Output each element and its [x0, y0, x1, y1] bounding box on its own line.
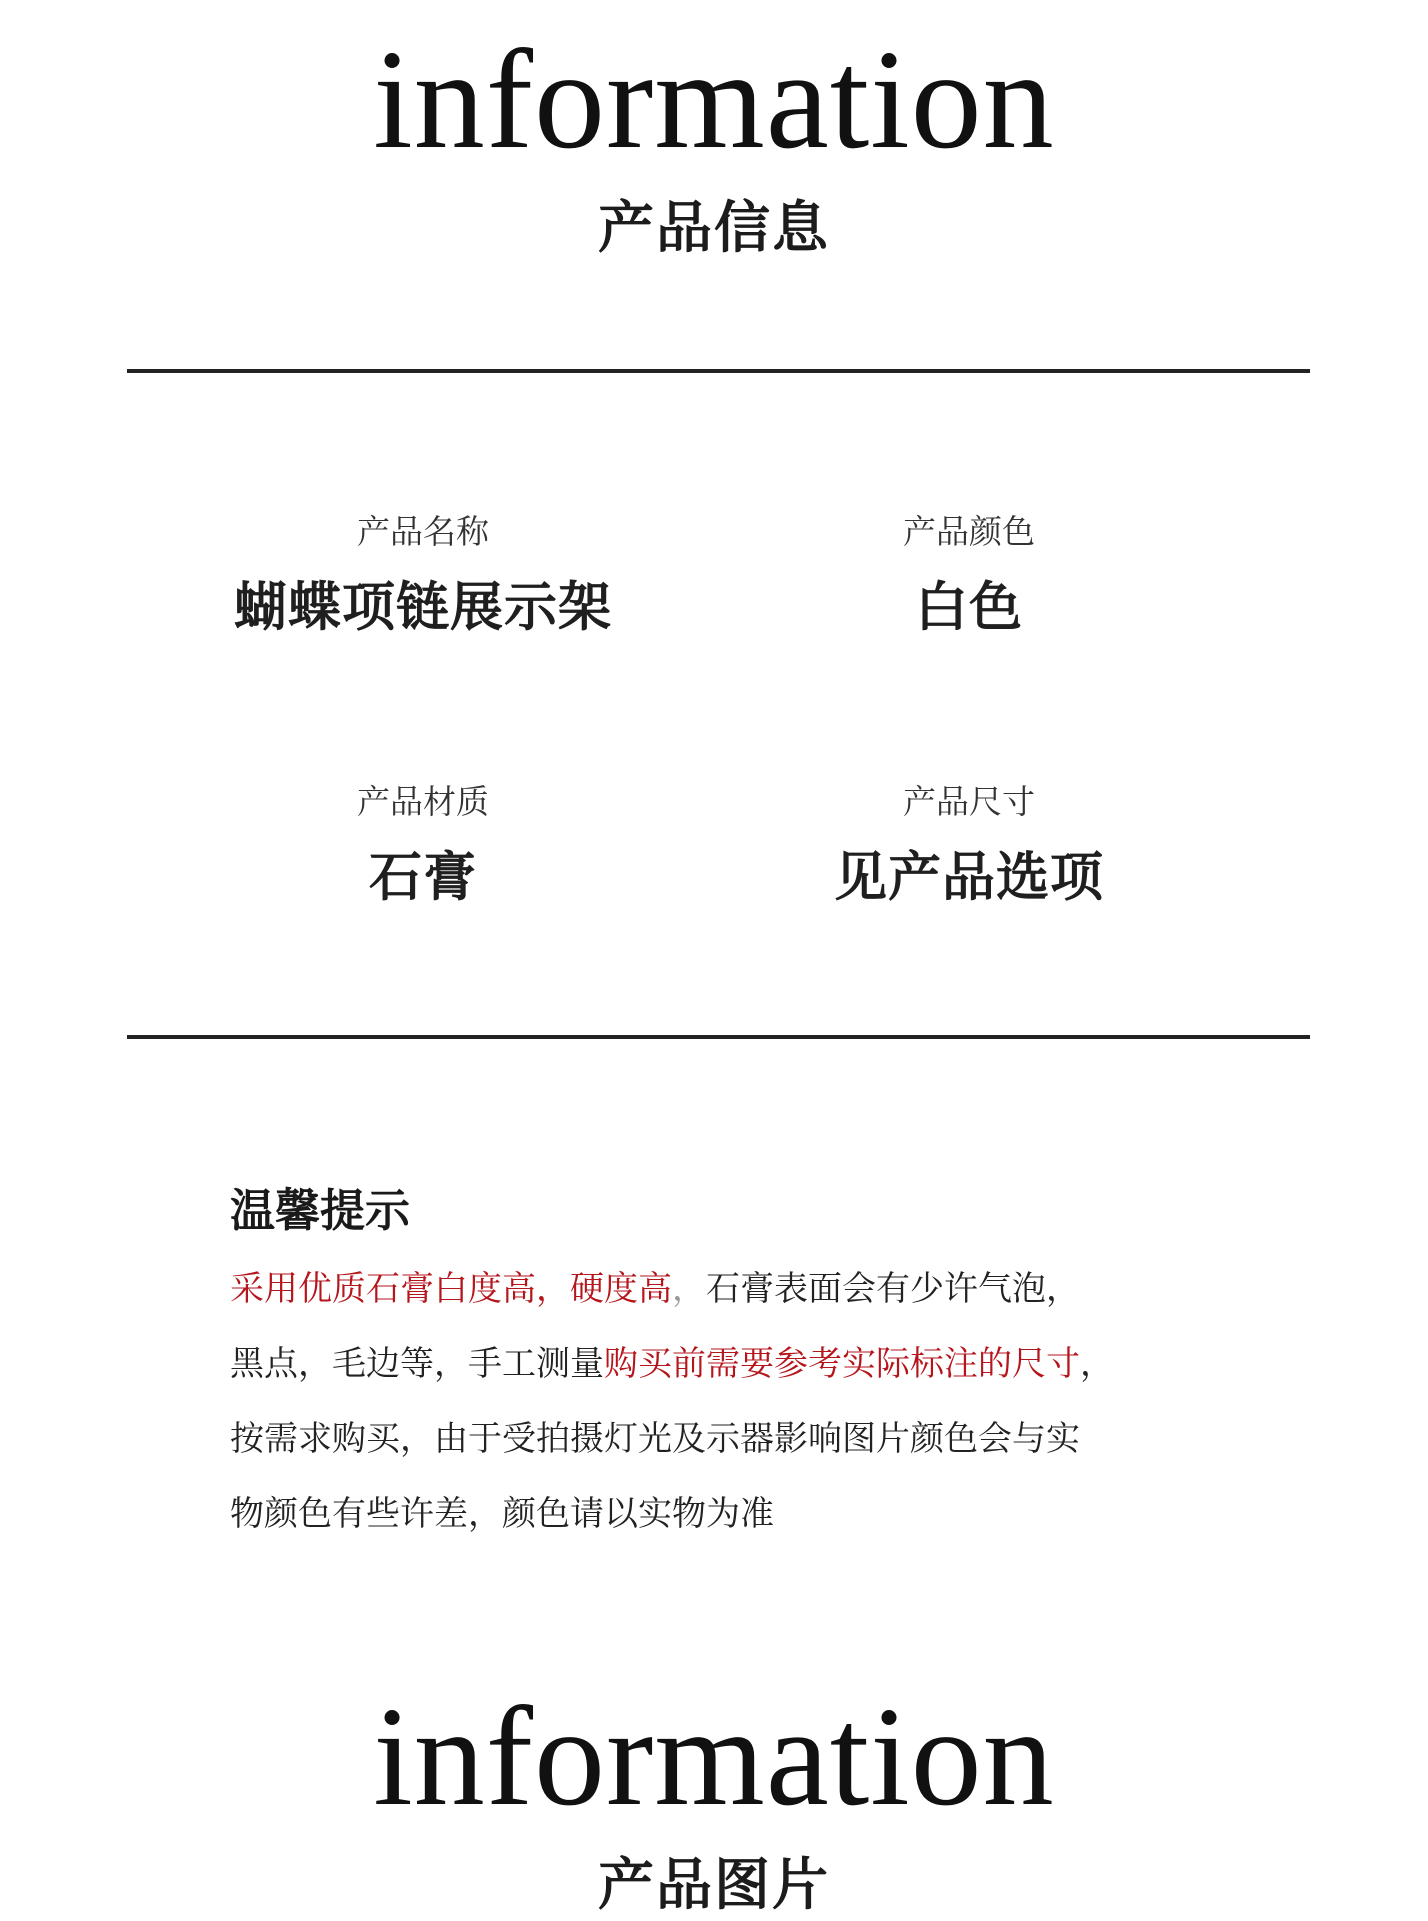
product-info-title: 产品信息	[598, 196, 830, 261]
product-color-value: 白色	[915, 576, 1023, 638]
product-material-label: 产品材质	[357, 782, 489, 821]
images-header	[0, 1677, 1428, 1921]
notice-block	[230, 1184, 1230, 1552]
product-name-label: 产品名称	[357, 512, 489, 551]
notice-highlight-quality: 采用优质石膏白度高，硬度高	[230, 1269, 672, 1309]
notice-comma: ，	[672, 1269, 706, 1309]
notice-body	[230, 1252, 1230, 1552]
notice-line-1	[230, 1252, 1230, 1327]
product-color-label: 产品颜色	[903, 512, 1035, 551]
product-name-value: 蝴蝶项链展示架	[234, 576, 612, 638]
information-heading: information	[373, 20, 1055, 178]
notice-highlight-size: 购买前需要参考实际标注的尺寸	[604, 1344, 1080, 1384]
product-material-value: 石膏	[369, 846, 477, 908]
top-divider	[127, 369, 1310, 373]
info-header	[0, 20, 1428, 264]
product-images-title: 产品图片	[598, 1853, 830, 1918]
product-size-value: 见产品选项	[834, 846, 1104, 908]
information-heading-2: information	[373, 1677, 1055, 1835]
bottom-divider	[127, 1035, 1310, 1039]
notice-line-2-start: 黑点，毛边等，手工测量	[230, 1344, 604, 1384]
notice-line-2-end: ，	[1080, 1344, 1114, 1384]
notice-line-4: 物颜色有些许差，颜色请以实物为准	[230, 1494, 774, 1534]
product-material-cell	[143, 782, 703, 909]
notice-line-2	[230, 1327, 1230, 1402]
notice-title: 温馨提示	[230, 1184, 411, 1237]
product-name-cell	[143, 512, 703, 639]
product-size-cell	[689, 782, 1249, 909]
product-color-cell	[689, 512, 1249, 639]
notice-line-3: 按需求购买，由于受拍摄灯光及示器影响图片颜色会与实	[230, 1419, 1080, 1459]
product-size-label: 产品尺寸	[903, 782, 1035, 821]
notice-line-1-rest: 石膏表面会有少许气泡，	[706, 1269, 1080, 1309]
